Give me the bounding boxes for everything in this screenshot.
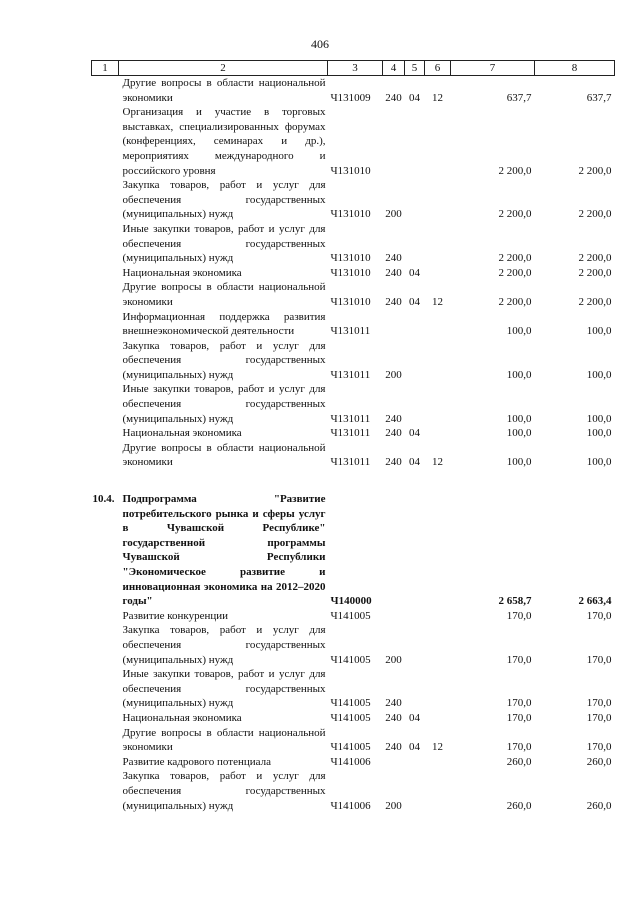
item-description: Национальная экономика (122, 427, 242, 440)
item-description: Подпрограмма "Развитие потребительского рынка и сферы услуг в Чувашской Республике" государственной программы Чувашской Республики "Экономическое развитие и инновационная экономика на 2012–2020 годы" (122, 493, 326, 608)
item-number (92, 441, 119, 470)
section-code (405, 382, 425, 426)
target-code: Ч141005 (330, 741, 371, 754)
amount-year-2: 260,0 (586, 755, 612, 768)
target-code: Ч131010 (330, 208, 371, 221)
expense-type: 200 (385, 799, 402, 812)
section-code (405, 609, 425, 624)
target-code: Ч131010 (330, 252, 371, 265)
item-description: Закупка товаров, работ и услуг для обеспечения государственных (муниципальных) нужд (122, 770, 326, 812)
column-number-header (92, 61, 615, 76)
amount-year-1: 170,0 (506, 697, 532, 710)
subsection-code (425, 178, 451, 222)
table-row (92, 441, 615, 470)
target-code: Ч131011 (330, 368, 371, 381)
expense-type (383, 755, 405, 770)
amount-year-1: 2 200,0 (498, 208, 532, 221)
item-number (92, 609, 119, 624)
section-code: 04 (409, 295, 420, 308)
amount-year-2: 100,0 (586, 427, 612, 440)
item-number (92, 178, 119, 222)
target-code: Ч131011 (330, 456, 371, 469)
amount-year-2: 260,0 (586, 799, 612, 812)
column-header: 1 (92, 61, 119, 76)
item-number: 10.4. (92, 493, 115, 506)
section-code (405, 769, 425, 813)
target-code: Ч141006 (330, 799, 371, 812)
section-code (405, 222, 425, 266)
item-number (92, 280, 119, 309)
subsection-code (425, 382, 451, 426)
expense-type: 200 (385, 368, 402, 381)
subsection-code (425, 711, 451, 726)
item-description: Закупка товаров, работ и услуг для обеспечения государственных (муниципальных) нужд (122, 624, 326, 666)
item-number (92, 623, 119, 667)
table-row (92, 222, 615, 266)
item-number (92, 310, 119, 339)
target-code: Ч141005 (330, 711, 371, 724)
amount-year-2: 2 200,0 (578, 252, 612, 265)
target-code: Ч131010 (330, 295, 371, 308)
amount-year-1: 170,0 (506, 741, 532, 754)
section-code (405, 310, 425, 339)
item-description: Закупка товаров, работ и услуг для обеспечения государственных (муниципальных) нужд (122, 179, 326, 221)
amount-year-2: 170,0 (586, 609, 612, 622)
target-code: Ч141005 (330, 653, 371, 666)
item-description: Другие вопросы в области национальной экономики (122, 281, 326, 308)
item-description: Иные закупки товаров, работ и услуг для обеспечения государственных (муниципальных) нужд (122, 668, 326, 710)
column-header: 5 (405, 61, 425, 76)
amount-year-2: 100,0 (586, 456, 612, 469)
item-number (92, 339, 119, 383)
expense-type: 240 (385, 295, 402, 308)
target-code: Ч141005 (330, 697, 371, 710)
item-number (92, 755, 119, 770)
expense-type: 240 (385, 252, 402, 265)
item-description: Национальная экономика (122, 266, 242, 279)
subsection-code (425, 755, 451, 770)
item-number (92, 667, 119, 711)
item-number (92, 222, 119, 266)
column-header: 8 (535, 61, 615, 76)
expense-type: 200 (385, 653, 402, 666)
amount-year-1: 170,0 (506, 711, 532, 724)
section-code: 04 (409, 711, 420, 724)
section-code (405, 178, 425, 222)
subsection-code (425, 222, 451, 266)
subsection-code: 12 (432, 295, 443, 308)
amount-year-1: 100,0 (506, 325, 532, 338)
table-row (92, 426, 615, 441)
amount-year-2: 170,0 (586, 711, 612, 724)
amount-year-1: 2 200,0 (498, 252, 532, 265)
item-description: Другие вопросы в области национальной экономики (122, 441, 326, 469)
expense-type: 240 (385, 456, 402, 469)
section-code (405, 339, 425, 383)
item-number (92, 76, 119, 106)
budget-table (91, 60, 615, 813)
amount-year-1: 637,7 (506, 91, 532, 104)
item-number (92, 769, 119, 813)
target-code: Ч131011 (330, 325, 371, 338)
item-description: Иные закупки товаров, работ и услуг для обеспечения государственных (муниципальных) нужд (122, 383, 326, 425)
section-code (405, 667, 425, 711)
amount-year-1: 170,0 (506, 609, 532, 622)
item-number (92, 266, 119, 281)
expense-type (383, 105, 405, 178)
item-description: Национальная экономика (122, 711, 242, 724)
section-code: 04 (409, 266, 420, 279)
table-row (92, 178, 615, 222)
subsection-code (425, 105, 451, 178)
section-code: 04 (409, 741, 420, 754)
table-row (92, 310, 615, 339)
subsection-code (425, 667, 451, 711)
target-code: Ч141005 (330, 609, 371, 622)
table-row (92, 105, 615, 178)
item-description: Развитие конкуренции (122, 609, 229, 622)
item-description: Информационная поддержка развития внешнеэкономической деятельности (122, 310, 326, 338)
amount-year-2: 2 200,0 (578, 266, 612, 279)
amount-year-1: 260,0 (506, 755, 532, 768)
amount-year-1: 100,0 (506, 427, 532, 440)
amount-year-1: 2 200,0 (498, 164, 532, 177)
amount-year-2: 2 663,4 (578, 595, 612, 608)
table-row (92, 266, 615, 281)
subsection-code (425, 339, 451, 383)
amount-year-2: 100,0 (586, 412, 612, 425)
section-code (405, 492, 425, 609)
subsection-code: 12 (432, 91, 443, 104)
item-description: Иные закупки товаров, работ и услуг для обеспечения государственных (муниципальных) нужд (122, 222, 326, 265)
target-code: Ч131011 (330, 427, 371, 440)
table-row (92, 609, 615, 624)
table-body (92, 76, 615, 814)
subsection-code: 12 (432, 456, 443, 469)
table-row (92, 769, 615, 813)
section-code: 04 (409, 91, 420, 104)
amount-year-1: 100,0 (506, 368, 532, 381)
item-description: Организация и участие в торговых выставках, специализированных форумах (конференциях, семинарах и др.), мероприятиях международного и российского уровня (122, 106, 326, 177)
table-row (92, 711, 615, 726)
subsection-code: 12 (432, 741, 443, 754)
column-header: 7 (451, 61, 535, 76)
target-code: Ч140000 (330, 595, 372, 608)
table-row (92, 492, 615, 609)
item-description: Закупка товаров, работ и услуг для обеспечения государственных (муниципальных) нужд (122, 339, 326, 381)
item-description: Другие вопросы в области национальной экономики (122, 726, 326, 754)
expense-type: 240 (385, 427, 402, 440)
subsection-code (425, 492, 451, 609)
amount-year-2: 100,0 (586, 325, 612, 338)
item-number (92, 382, 119, 426)
section-code (405, 105, 425, 178)
column-header: 2 (119, 61, 328, 76)
item-number (92, 426, 119, 441)
table-row (92, 667, 615, 711)
subsection-code (425, 426, 451, 441)
amount-year-1: 170,0 (506, 653, 532, 666)
section-code (405, 623, 425, 667)
item-description: Другие вопросы в области национальной экономики (122, 77, 326, 104)
target-code: Ч131010 (330, 266, 371, 279)
item-number (92, 711, 119, 726)
amount-year-2: 170,0 (586, 697, 612, 710)
section-code (405, 755, 425, 770)
subsection-code (425, 769, 451, 813)
subsection-code (425, 609, 451, 624)
expense-type: 240 (385, 711, 402, 724)
amount-year-1: 100,0 (506, 412, 532, 425)
subsection-code (425, 310, 451, 339)
amount-year-1: 2 200,0 (498, 266, 532, 279)
amount-year-2: 100,0 (586, 368, 612, 381)
row-spacer (92, 470, 615, 492)
amount-year-2: 2 200,0 (578, 208, 612, 221)
target-code: Ч131009 (330, 91, 371, 104)
subsection-code (425, 623, 451, 667)
amount-year-2: 170,0 (586, 653, 612, 666)
table-row (92, 339, 615, 383)
table-row (92, 726, 615, 755)
target-code: Ч131011 (330, 412, 371, 425)
expense-type: 240 (385, 697, 402, 710)
amount-year-1: 100,0 (506, 456, 532, 469)
amount-year-1: 2 200,0 (498, 295, 532, 308)
page-number: 406 (311, 37, 329, 51)
table-row (92, 382, 615, 426)
item-description: Развитие кадрового потенциала (122, 755, 271, 768)
item-number (92, 726, 119, 755)
column-header: 3 (328, 61, 383, 76)
table-row (92, 76, 615, 106)
table-row (92, 755, 615, 770)
amount-year-1: 260,0 (506, 799, 532, 812)
amount-year-2: 2 200,0 (578, 164, 612, 177)
column-header: 4 (383, 61, 405, 76)
expense-type: 240 (385, 412, 402, 425)
expense-type (383, 492, 405, 609)
table-row (92, 623, 615, 667)
expense-type: 240 (385, 266, 402, 279)
expense-type: 200 (385, 208, 402, 221)
expense-type (383, 310, 405, 339)
amount-year-2: 637,7 (586, 91, 612, 104)
subsection-code (425, 266, 451, 281)
amount-year-1: 2 658,7 (498, 595, 532, 608)
target-code: Ч131010 (330, 164, 371, 177)
amount-year-2: 2 200,0 (578, 295, 612, 308)
column-header: 6 (425, 61, 451, 76)
amount-year-2: 170,0 (586, 741, 612, 754)
expense-type (383, 609, 405, 624)
expense-type: 240 (385, 741, 402, 754)
target-code: Ч141006 (330, 755, 371, 768)
expense-type: 240 (385, 91, 402, 104)
section-code: 04 (409, 427, 420, 440)
table-row (92, 280, 615, 309)
item-number (92, 105, 119, 178)
section-code: 04 (409, 456, 420, 469)
